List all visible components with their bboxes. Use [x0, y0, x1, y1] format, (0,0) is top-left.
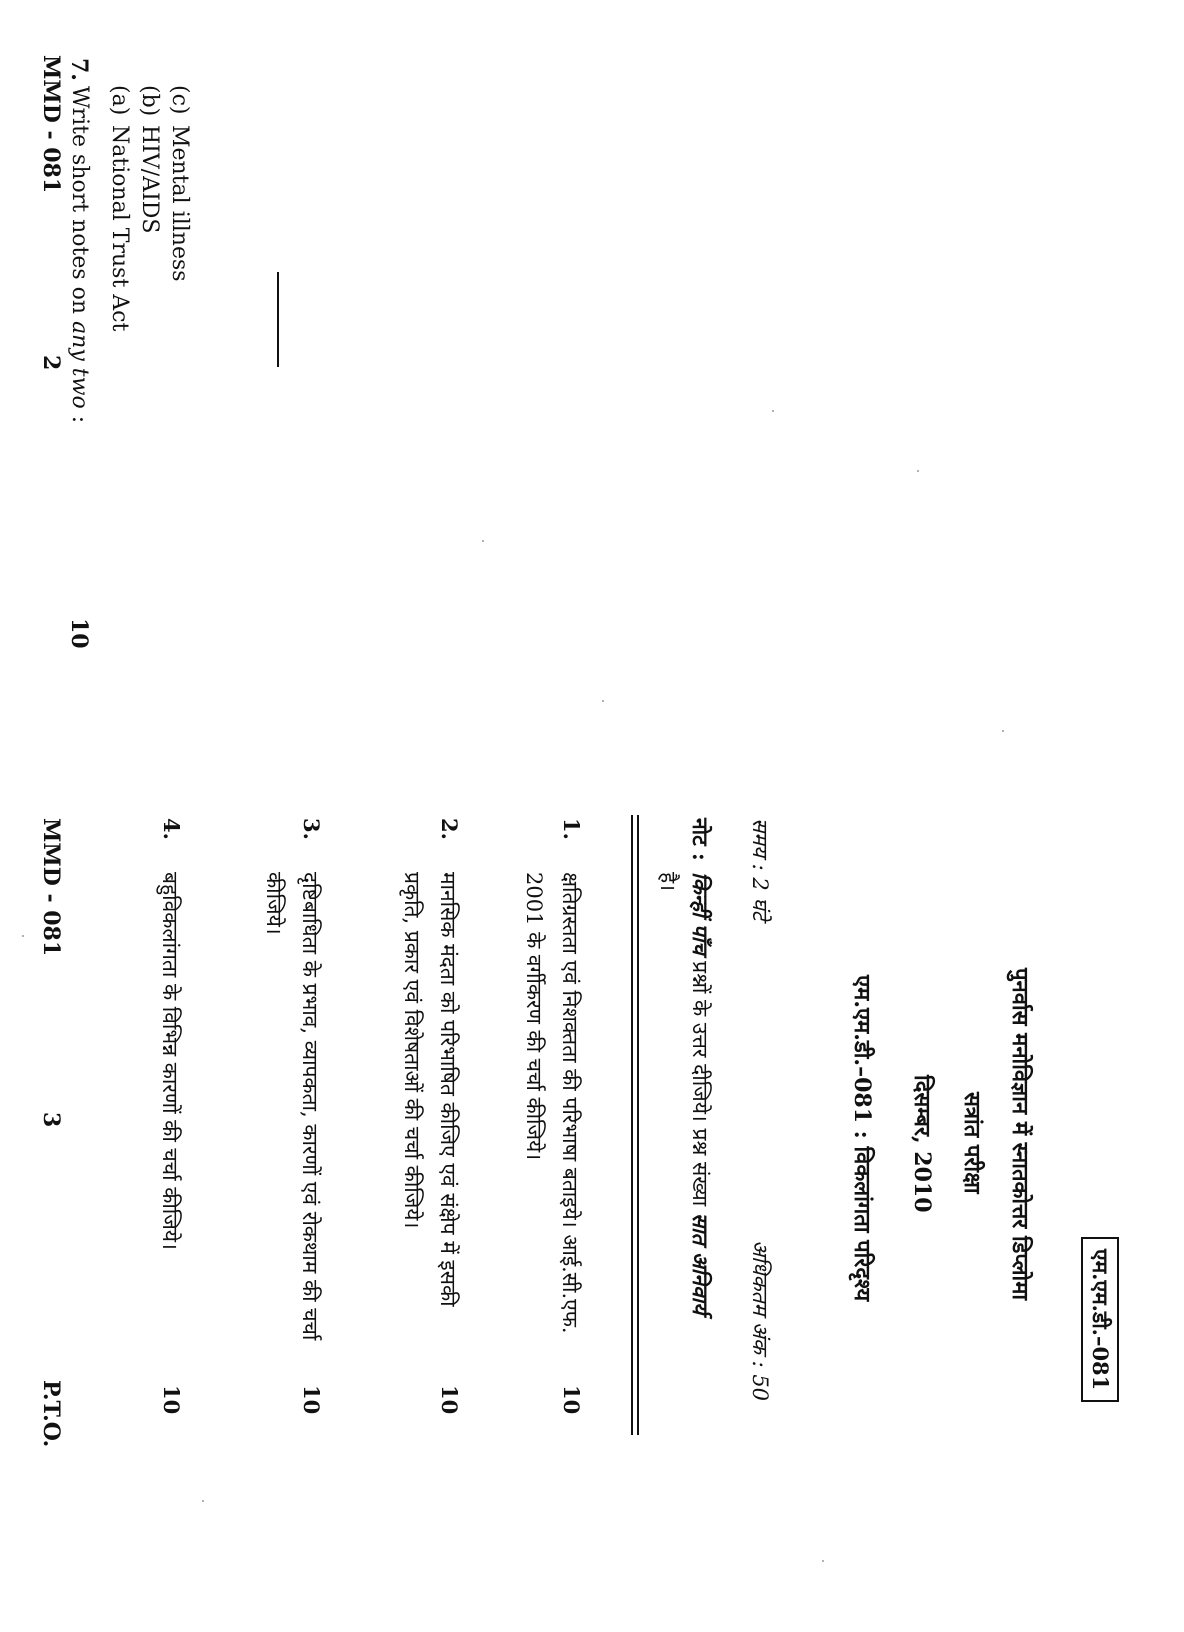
question-2-line-1: मानसिक मंदता को परिभाषित कीजिए एवं संक्षेप में इसकी	[436, 872, 460, 1307]
question-7-item-a-label: (a)	[107, 85, 132, 116]
exam-type: सत्रांत परीक्षा	[959, 1092, 985, 1194]
question-7-item-b: HIV/AIDS	[137, 125, 162, 234]
pto-label: P.T.O.	[38, 1380, 64, 1448]
question-4-number: 4.	[159, 818, 184, 840]
scan-speck	[482, 540, 484, 542]
question-4-marks: 10	[159, 1385, 184, 1415]
question-7-item-b-label: (b)	[137, 85, 162, 117]
question-7-item-c-label: (c)	[167, 85, 192, 115]
scan-speck	[1002, 730, 1004, 732]
program-title: पुनर्वास मनोविज्ञान में स्नातकोत्तर डिप्लोमा	[1007, 968, 1033, 1301]
question-7-intro	[67, 86, 92, 423]
note-label: नोट :	[688, 818, 713, 861]
question-1-line-2: 2001 के वर्गीकरण की चर्चा कीजिये।	[522, 872, 546, 1161]
course-code-box: एम.एम.डी.–081	[1081, 1237, 1119, 1402]
question-2-line-2: प्रकृति, प्रकार एवं विशेषताओं की चर्चा कीजिये।	[400, 872, 424, 1229]
note-emphasis-five: किन्हीं पाँच	[688, 872, 713, 955]
question-7-intro-text: Write short notes on	[67, 86, 92, 315]
note-text	[686, 872, 714, 1314]
question-7-number: 7.	[66, 58, 92, 81]
question-3-line-2: कीजिये।	[262, 872, 286, 935]
header-rule-top	[637, 815, 639, 1435]
course-title: एम.एम.डी.–081 : विकलांगता परिदृश्य	[849, 975, 875, 1302]
end-of-paper-rule	[277, 272, 279, 367]
question-7-emphasis: any two	[67, 321, 92, 409]
scan-speck	[202, 1500, 204, 1502]
question-7-marks: 10	[66, 618, 92, 649]
scan-speck	[22, 935, 24, 937]
question-7-colon: :	[67, 415, 92, 424]
scan-speck	[822, 1560, 824, 1562]
note-end: है।	[656, 872, 680, 892]
right-footer-code: MMD - 081	[38, 818, 64, 957]
note-emphasis-seven: सात अनिवार्य	[688, 1212, 713, 1315]
question-7-item-a: National Trust Act	[107, 125, 132, 332]
question-3-line-1: दृष्टिबाधिता के प्रभाव, व्यापकता, कारणों एवं रोकथाम की चर्चा	[298, 872, 322, 1341]
question-1-line-1: क्षतिग्रस्तता एवं निशक्तता की परिभाषा बताइये। आई.सी.एफ.	[558, 872, 582, 1334]
scan-speck	[602, 700, 604, 702]
left-footer-code: MMD - 081	[38, 55, 64, 194]
question-1-marks: 10	[559, 1385, 584, 1415]
note-middle: प्रश्नों के उत्तर दीजिये। प्रश्न संख्या	[688, 961, 712, 1207]
question-3-number: 3.	[299, 818, 324, 840]
question-2-number: 2.	[437, 818, 462, 840]
header-rule-bottom	[631, 815, 633, 1435]
question-2-marks: 10	[437, 1385, 462, 1415]
question-7-item-c: Mental illness	[167, 125, 192, 282]
right-page-number: 3	[38, 1112, 64, 1128]
scan-speck	[772, 410, 774, 412]
question-4-line-1: बहुविकलांगता के विभिन्न कारणों की चर्चा कीजिये।	[158, 872, 182, 1250]
question-1-number: 1.	[559, 818, 584, 840]
question-3-marks: 10	[299, 1385, 324, 1415]
max-marks-label: अधिकतम अंक : 50	[748, 1240, 772, 1402]
exam-date: दिसम्बर, 2010	[909, 1075, 935, 1213]
scan-speck	[917, 470, 919, 472]
time-label: समय : 2 घंटे	[748, 818, 772, 921]
left-page-number: 2	[38, 355, 64, 371]
